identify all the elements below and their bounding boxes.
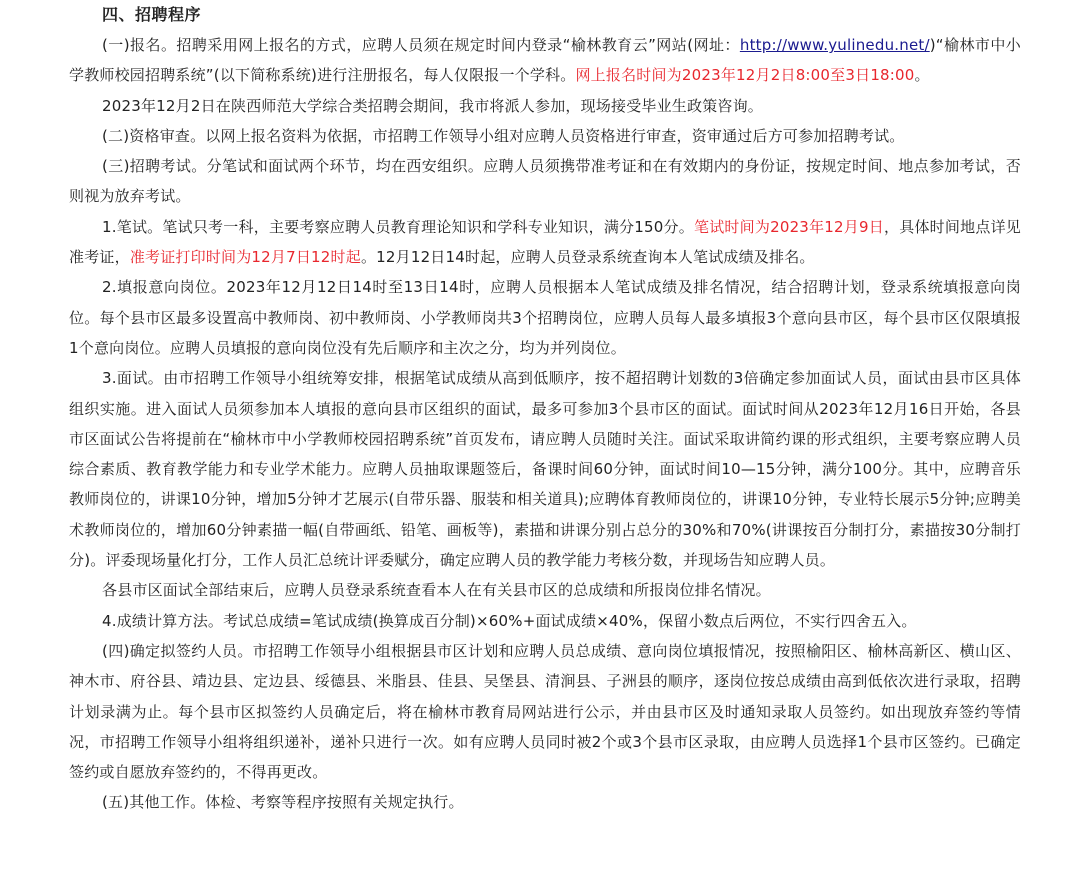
paragraph-registration [69,30,1021,91]
registration-text: (一)报名。招聘采用网上报名的方式，应聘人员须在规定时间内登录“榆林教育云”网站(网址： [102,36,740,54]
paragraph-score-calculation: 4.成绩计算方法。考试总成绩=笔试成绩(换算成百分制)×60%+面试成绩×40%，保留小数点后两位，不实行四舍五入。 [102,611,917,630]
written-exam-text-end: 。12月12日14时起，应聘人员登录系统查询本人笔试成绩及排名。 [360,248,815,267]
paragraph-other-work: (五)其他工作。体检、考察等程序按照有关规定执行。 [102,793,464,812]
written-exam-time-highlight: 笔试时间为2023年12月9日 [693,217,885,236]
paragraph-written-exam [69,212,1021,273]
registration-text-2: )“榆林市中小学教师校园招聘系统”(以下简称系统)进行注册报名，每人仅限报一个学科。 [69,36,1022,85]
paragraph-interview: 3.面试。由市招聘工作领导小组统筹安排，根据笔试成绩从高到低顺序，按不超招聘计划数的3倍确定参加面试人员，面试由县市区具体组织实施。进入面试人员须参加本人填报的意向县市区组织的面试，最多可参加3个县市区的面试。面试时间从2023年12月16日开始，各县市区面试公告将提前在“榆林市中小学教师校园招聘系统”首页发布，请应聘人员随时关注。面试采取讲简约课的形式组织，主要考察应聘人员综合素质、教育教学能力和专业学术能力。应聘人员抽取课题签后，备课时间60分钟，面试时间10—15分钟，满分100分。其中，应聘音乐教师岗位的，讲课10分钟，增加5分钟才艺展示(自带乐器、服装和相关道具);应聘体育教师岗位的，讲课10分钟，专业特长展示5分钟;应聘美术教师岗位的，增加60分钟素描一幅(自带画纸、铅笔、画板等)，素描和讲课分别占总分的30%和70%(讲课按百分制打分，素描按30分制打分)。评委现场量化打分，工作人员汇总统计评委赋分，确定应聘人员的教学能力考核分数，并现场告知应聘人员。 [69,369,1021,570]
written-exam-text-2: ，具体时间地点详见准考证， [69,217,1021,267]
admission-ticket-time-highlight: 准考证打印时间为12月7日12时起 [129,248,361,267]
paragraph-qualification-review: (二)资格审查。以网上报名资料为依据，市招聘工作领导小组对应聘人员资格进行审查，资审通过后方可参加招聘考试。 [102,126,905,145]
paragraph-job-fair: 2023年12月2日在陕西师范大学综合类招聘会期间，我市将派人参加，现场接受毕业生政策咨询。 [102,96,764,115]
registration-time-highlight: 网上报名时间为2023年12月2日8:00至3日18:00 [575,66,915,85]
website-link[interactable]: http://www.yulinedu.net/ [739,36,930,54]
paragraph-recruitment-exam: (三)招聘考试。分笔试和面试两个环节，均在西安组织。应聘人员须携带准考证和在有效期内的身份证，按规定时间、地点参加考试，否则视为放弃考试。 [69,157,1021,206]
paragraph-position-selection: 2.填报意向岗位。2023年12月12日14时至13日14时，应聘人员根据本人笔试成绩及排名情况，结合招聘计划，登录系统填报意向岗位。每个县市区最多设置高中教师岗、初中教师岗、小学教师岗共3个招聘岗位，应聘人员每人最多填报3个意向县市区，每个县市区仅限填报1个意向岗位。应聘人员填报的意向岗位没有先后顺序和主次之分，均为并列岗位。 [69,278,1021,357]
paragraph-signing: (四)确定拟签约人员。市招聘工作领导小组根据县市区计划和应聘人员总成绩、意向岗位填报情况，按照榆阳区、榆林高新区、横山区、神木市、府谷县、靖边县、定边县、绥德县、米脂县、佳县、吴堡县、清涧县、子洲县的顺序，逐岗位按总成绩由高到低依次进行录取，招聘计划录满为止。每个县市区拟签约人员确定后，将在榆林市教育局网站进行公示，并由县市区及时通知录取人员签约。如出现放弃签约等情况，市招聘工作领导小组将组织递补，递补只进行一次。如有应聘人员同时被2个或3个县市区录取，由应聘人员选择1个县市区签约。已确定签约或自愿放弃签约的，不得再更改。 [69,641,1021,782]
written-exam-text: 1.笔试。笔试只考一科，主要考察应聘人员教育理论知识和学科专业知识，满分150分。 [102,217,694,236]
registration-text-end: 。 [914,66,930,85]
paragraph-interview-results: 各县市区面试全部结束后，应聘人员登录系统查看本人在有关县市区的总成绩和所报岗位排名情况。 [102,581,771,600]
section-heading: 四、招聘程序 [102,5,202,24]
